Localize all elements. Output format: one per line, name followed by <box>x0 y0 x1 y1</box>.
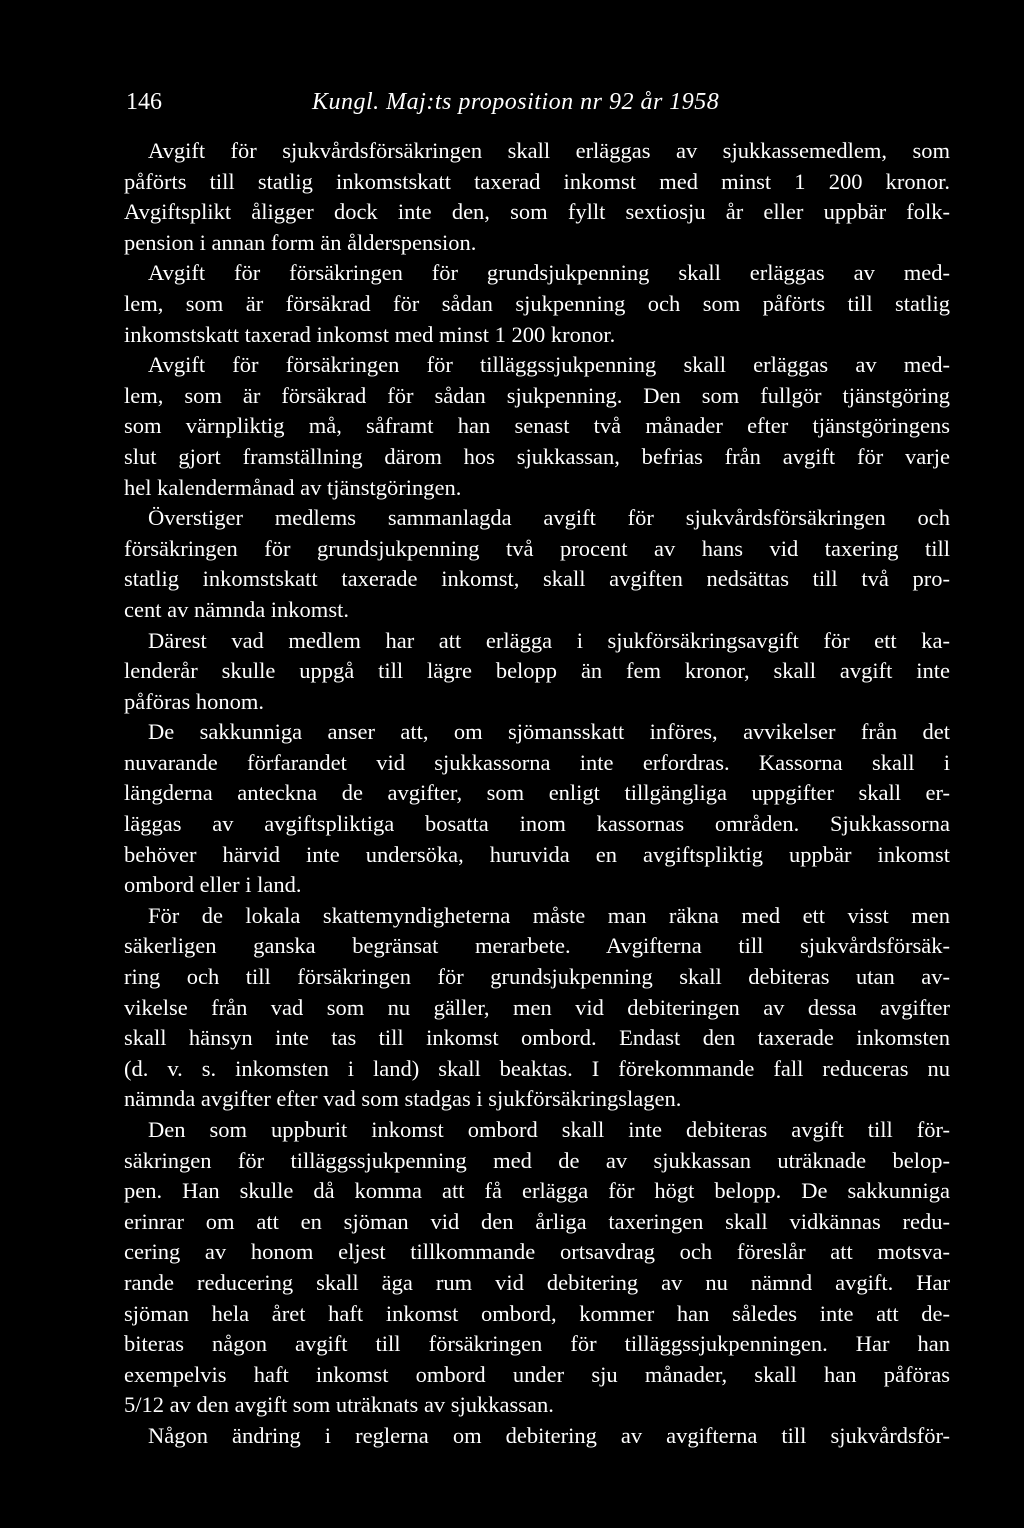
text-line: 5/12 av den avgift som uträknats av sjukkassan. <box>124 1392 554 1418</box>
paragraph <box>124 136 950 258</box>
text-line: påföras honom. <box>124 688 264 714</box>
text-line: cent av nämnda inkomst. <box>124 596 349 622</box>
text-line: pen. Han skulle då komma att få erlägga för högt belopp. De sakkunniga <box>124 1178 950 1204</box>
paragraph <box>124 901 950 1115</box>
paragraph <box>124 350 950 503</box>
text-line: lem, som är försäkrad för sådan sjukpenning. Den som fullgör tjänstgöring <box>124 382 950 408</box>
text-line: Den som uppburit inkomst ombord skall inte debiteras avgift till för- <box>148 1117 950 1142</box>
paragraph <box>124 258 950 350</box>
text-line: ring och till försäkringen för grundsjukpenning skall debiteras utan av- <box>124 964 950 990</box>
paragraph <box>124 503 950 625</box>
text-line: försäkringen för grundsjukpenning två procent av hans vid taxering till <box>124 535 950 561</box>
page-header <box>124 86 904 118</box>
text-line: De sakkunniga anser att, om sjömansskatt införes, avvikelser från det <box>148 719 950 745</box>
text-line: vikelse från vad som nu gäller, men vid debiteringen av dessa avgifter <box>124 994 950 1020</box>
body-text <box>124 136 950 1452</box>
text-line: nuvarande förfarandet vid sjukkassorna inte erfordras. Kassorna skall i <box>124 749 950 775</box>
text-line: längderna anteckna de avgifter, som enligt tillgängliga uppgifter skall er- <box>124 780 950 806</box>
text-line: läggas av avgiftspliktiga bosatta inom kassornas områden. Sjukkassorna <box>124 811 950 837</box>
text-line: Avgiftsplikt åligger dock inte den, som fyllt sextiosju år eller uppbär folk- <box>124 199 950 225</box>
running-title: Kungl. Maj:ts proposition nr 92 år 1958 <box>312 89 720 115</box>
text-line: biteras någon avgift till försäkringen för tilläggssjukpenningen. Har han <box>124 1331 950 1357</box>
page-number: 146 <box>126 89 162 115</box>
text-line: (d. v. s. inkomsten i land) skall beaktas. I förekommande fall reduceras nu <box>124 1055 950 1081</box>
text-line: Avgift för sjukvårdsförsäkringen skall erläggas av sjukkassemedlem, som <box>148 138 950 163</box>
text-line: Någon ändring i reglerna om debitering av avgifterna till sjukvårdsför- <box>148 1422 950 1448</box>
paragraph <box>124 717 950 901</box>
text-line: lenderår skulle uppgå till lägre belopp än fem kronor, skall avgift inte <box>124 658 950 684</box>
text-line: lem, som är försäkrad för sådan sjukpenning och som påförts till statlig <box>124 290 950 316</box>
text-line: skall hänsyn inte tas till inkomst ombord. Endast den taxerade inkomsten <box>124 1025 950 1051</box>
text-line: För de lokala skattemyndigheterna måste man räkna med ett visst men <box>148 902 950 928</box>
text-line: påförts till statlig inkomstskatt taxerad inkomst med minst 1 200 kronor. <box>124 168 950 194</box>
text-line: nämnda avgifter efter vad som stadgas i sjukförsäkringslagen. <box>124 1086 682 1112</box>
text-line: som värnpliktig må, såframt han senast två månader efter tjänstgöringens <box>124 413 950 439</box>
text-line: inkomstskatt taxerad inkomst med minst 1 200 kronor. <box>124 321 616 347</box>
text-line: behöver härvid inte undersöka, huruvida en avgiftspliktig uppbär inkomst <box>124 841 950 867</box>
text-line: Avgift för försäkringen för tilläggssjukpenning skall erläggas av med- <box>148 352 950 378</box>
text-line: säkerligen ganska begränsat merarbete. Avgifterna till sjukvårdsförsäk- <box>124 933 950 959</box>
paragraph <box>124 626 950 718</box>
text-line: statlig inkomstskatt taxerade inkomst, skall avgiften nedsättas till två pro- <box>124 566 950 592</box>
text-line: sjöman hela året haft inkomst ombord, kommer han således inte att de- <box>124 1300 950 1326</box>
text-line: Överstiger medlems sammanlagda avgift för sjukvårdsförsäkringen och <box>148 505 950 531</box>
text-line: säkringen för tilläggssjukpenning med de av sjukkassan uträknade belop- <box>124 1147 950 1173</box>
text-line: rande reducering skall äga rum vid debitering av nu nämnd avgift. Har <box>124 1269 950 1295</box>
text-line: hel kalendermånad av tjänstgöringen. <box>124 474 462 500</box>
text-line: Avgift för försäkringen för grundsjukpenning skall erläggas av med- <box>148 260 950 286</box>
text-line: Därest vad medlem har att erlägga i sjukförsäkringsavgift för ett ka- <box>148 627 950 653</box>
text-line: erinrar om att en sjöman vid den årliga taxeringen skall vidkännas redu- <box>124 1208 950 1234</box>
text-line: exempelvis haft inkomst ombord under sju månader, skall han påföras <box>124 1361 950 1387</box>
text-line: pension i annan form än ålderspension. <box>124 229 477 255</box>
paragraph <box>124 1421 950 1452</box>
text-line: cering av honom eljest tillkommande ortsavdrag och föreslår att motsva- <box>124 1239 950 1265</box>
paragraph <box>124 1115 950 1421</box>
text-line: ombord eller i land. <box>124 872 302 898</box>
text-line: slut gjort framställning därom hos sjukkassan, befrias från avgift för varje <box>124 443 950 469</box>
